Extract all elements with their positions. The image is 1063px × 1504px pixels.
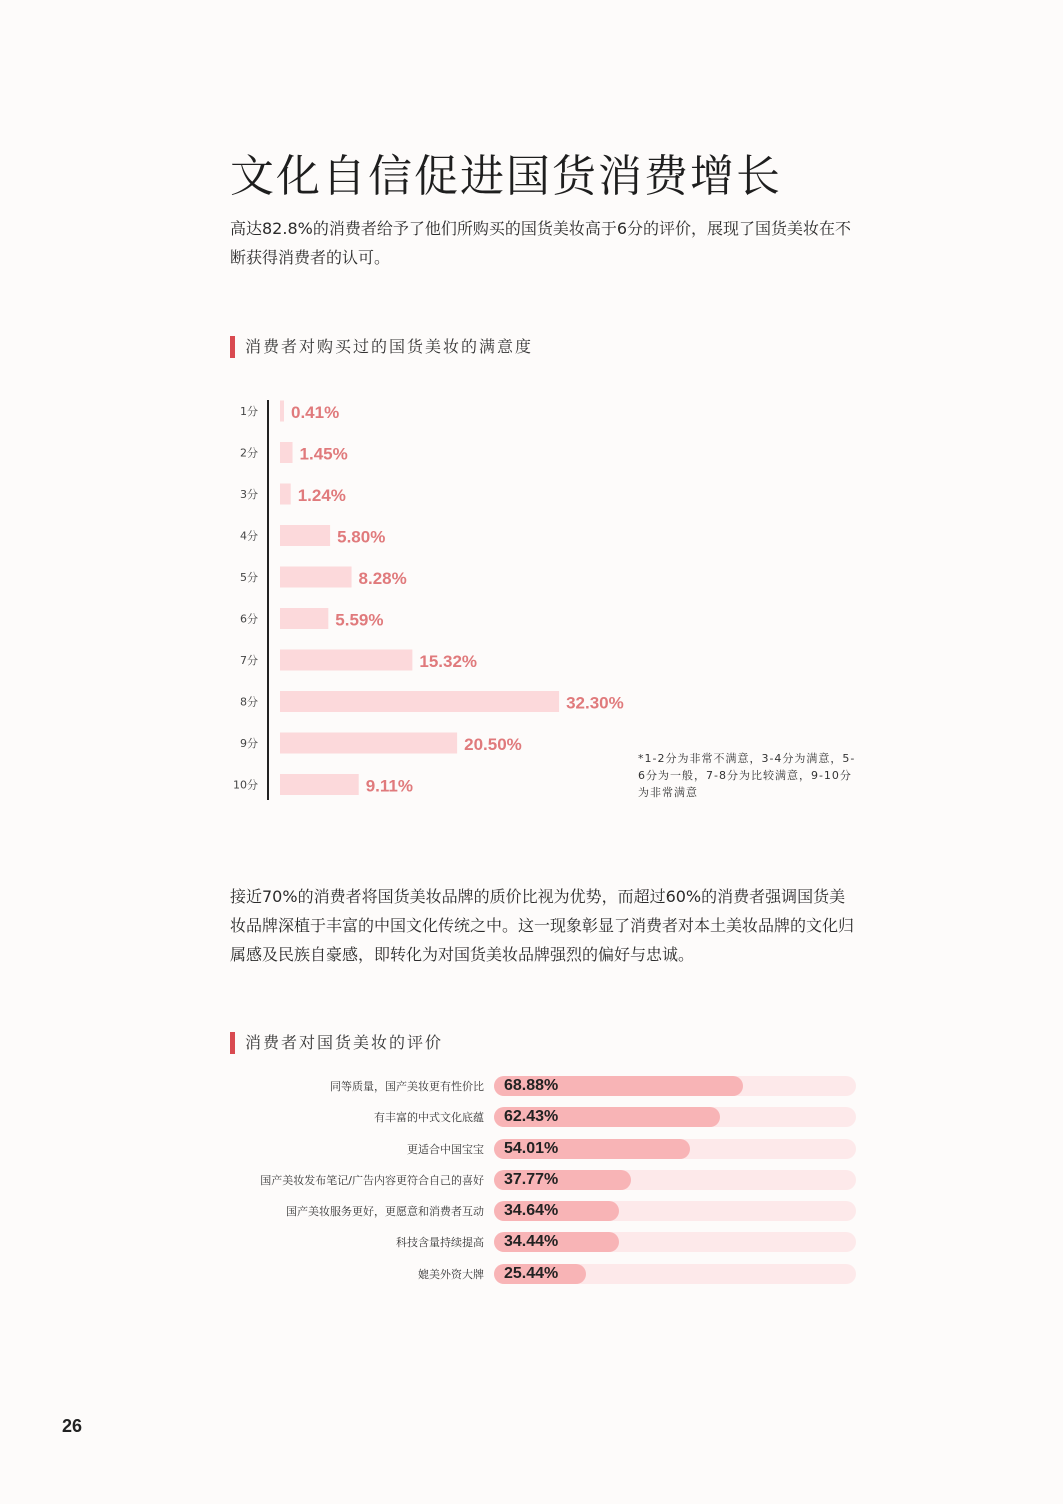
evaluation-row bbox=[230, 1105, 856, 1136]
evaluation-value-label: 34.64% bbox=[504, 1202, 559, 1220]
evaluation-bar-track bbox=[494, 1232, 856, 1252]
intro-paragraph: 高达82.8%的消费者给予了他们所购买的国货美妆高于6分的评价，展现了国货美妆在不断获得消费者的认可。 bbox=[230, 219, 852, 267]
evaluation-bar-track bbox=[494, 1201, 856, 1221]
evaluation-value-label: 68.88% bbox=[504, 1077, 559, 1094]
satisfaction-category-label: 10分 bbox=[233, 778, 258, 792]
satisfaction-bar bbox=[280, 608, 328, 629]
satisfaction-value-label: 1.24% bbox=[297, 486, 346, 505]
evaluation-row bbox=[230, 1137, 856, 1168]
satisfaction-footnote: *1-2分为非常不满意，3-4分为满意，5-6分为一般，7-8分为比较满意，9-10分为非常满意 bbox=[638, 752, 856, 799]
evaluation-value-label: 62.43% bbox=[504, 1108, 559, 1126]
evaluation-category-label: 同等质量，国产美妆更有性价比 bbox=[330, 1080, 484, 1093]
satisfaction-category-label: 3分 bbox=[240, 488, 258, 501]
evaluation-chart bbox=[230, 1074, 856, 1293]
satisfaction-category-label: 5分 bbox=[240, 571, 258, 584]
satisfaction-bar bbox=[280, 525, 330, 546]
evaluation-value-label: 54.01% bbox=[504, 1139, 559, 1157]
evaluation-row bbox=[230, 1168, 856, 1199]
satisfaction-chart-title: 消费者对购买过的国货美妆的满意度 bbox=[230, 336, 533, 358]
satisfaction-bar bbox=[280, 691, 559, 712]
satisfaction-bar bbox=[280, 401, 284, 422]
satisfaction-value-label: 9.11% bbox=[365, 776, 413, 796]
satisfaction-category-label: 4分 bbox=[240, 529, 258, 543]
satisfaction-value-label: 15.32% bbox=[419, 652, 478, 671]
satisfaction-value-label: 1.45% bbox=[299, 444, 348, 464]
satisfaction-bar bbox=[280, 484, 291, 505]
evaluation-paragraph: 接近70%的消费者将国货美妆品牌的质价比视为优势，而超过60%的消费者强调国货美妆品牌深植于丰富的中国文化传统之中。这一现象彰显了消费者对本土美妆品牌的文化归属感及民族自豪感，即转化为对国货美妆品牌强烈的偏好与忠诚。 bbox=[230, 887, 855, 964]
satisfaction-chart bbox=[226, 398, 646, 810]
satisfaction-bar bbox=[280, 774, 359, 795]
satisfaction-value-label: 5.80% bbox=[337, 527, 386, 547]
page-number: 26 bbox=[62, 1416, 83, 1436]
satisfaction-value-label: 8.28% bbox=[358, 569, 407, 588]
evaluation-category-label: 更适合中国宝宝 bbox=[407, 1142, 484, 1156]
evaluation-row bbox=[230, 1262, 856, 1293]
evaluation-bar-track bbox=[494, 1139, 856, 1159]
satisfaction-category-label: 1分 bbox=[240, 405, 258, 418]
evaluation-category-label: 国产美妆发布笔记/广告内容更符合自己的喜好 bbox=[260, 1173, 484, 1187]
satisfaction-category-label: 2分 bbox=[240, 446, 258, 460]
evaluation-category-label: 科技含量持续提高 bbox=[396, 1236, 484, 1250]
evaluation-row bbox=[230, 1199, 856, 1230]
evaluation-bar-track bbox=[494, 1170, 856, 1190]
evaluation-bar-track bbox=[494, 1107, 856, 1127]
evaluation-category-label: 媲美外资大牌 bbox=[418, 1267, 484, 1281]
satisfaction-value-label: 20.50% bbox=[464, 735, 522, 754]
satisfaction-value-label: 5.59% bbox=[335, 610, 384, 630]
satisfaction-value-label: 0.41% bbox=[291, 403, 340, 422]
satisfaction-category-label: 9分 bbox=[240, 737, 258, 750]
satisfaction-bar bbox=[280, 442, 293, 463]
page-title: 文化自信促进国货消费增长 bbox=[230, 151, 782, 202]
satisfaction-value-label: 32.30% bbox=[566, 693, 624, 713]
evaluation-category-label: 国产美妆服务更好，更愿意和消费者互动 bbox=[286, 1205, 484, 1219]
evaluation-row bbox=[230, 1074, 856, 1105]
evaluation-row bbox=[230, 1230, 856, 1261]
satisfaction-bar bbox=[280, 733, 457, 754]
satisfaction-bar bbox=[280, 567, 352, 588]
evaluation-value-label: 37.77% bbox=[504, 1170, 559, 1188]
satisfaction-category-label: 7分 bbox=[240, 654, 258, 667]
evaluation-chart-title: 消费者对国货美妆的评价 bbox=[230, 1032, 443, 1054]
evaluation-value-label: 34.44% bbox=[504, 1233, 559, 1251]
evaluation-category-label: 有丰富的中式文化底蕴 bbox=[374, 1111, 484, 1125]
satisfaction-category-label: 6分 bbox=[240, 612, 258, 626]
evaluation-bar-track bbox=[494, 1076, 856, 1096]
satisfaction-bar bbox=[280, 650, 412, 671]
evaluation-bar-track bbox=[494, 1264, 856, 1284]
evaluation-value-label: 25.44% bbox=[504, 1264, 559, 1282]
satisfaction-category-label: 8分 bbox=[240, 695, 258, 709]
